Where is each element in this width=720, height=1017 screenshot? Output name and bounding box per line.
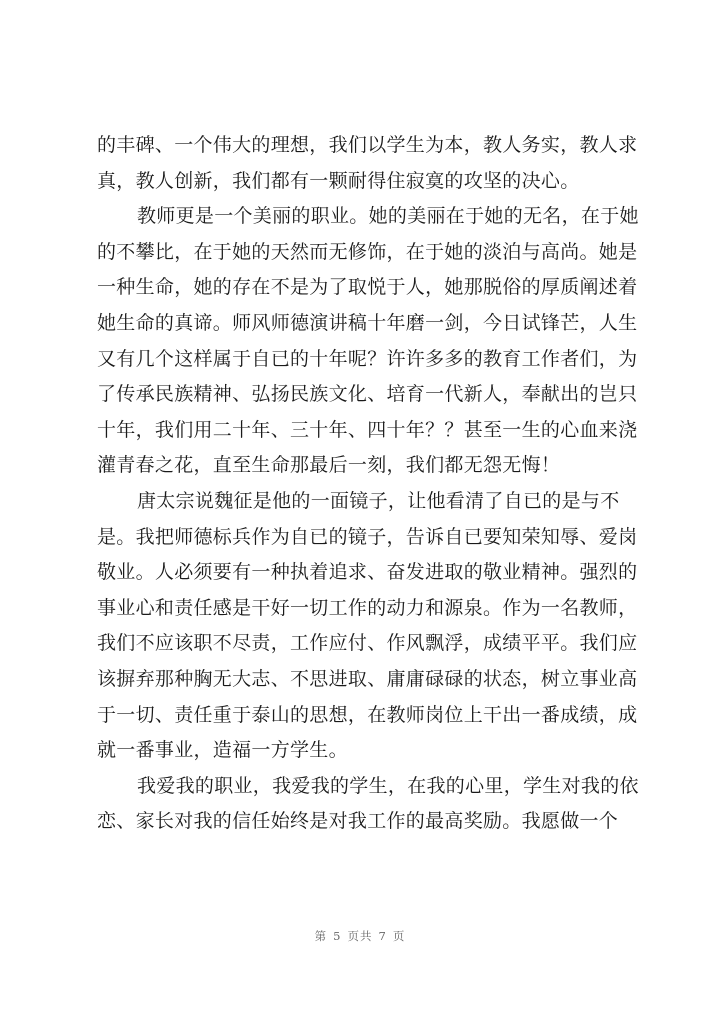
text-line: 十年，我们用二十年、三十年、四十年？？甚至一生的心血来浇 (97, 418, 638, 441)
text-line: 我们不应该职不尽责，工作应付、作风飘浮，成绩平平。我们应 (97, 632, 638, 655)
text-line: 是。我把师德标兵作为自已的镜子，告诉自已要知荣知辱、爱岗 (97, 525, 638, 548)
body-text (97, 128, 637, 840)
text-line: 灌青春之花，直至生命那最后一刻，我们都无怨无悔！ (97, 454, 561, 477)
text-line: 一种生命，她的存在不是为了取悦于人，她那脱俗的厚质阐述着 (97, 276, 638, 299)
text-line: 的丰碑、一个伟大的理想，我们以学生为本，教人务实，教人求 (97, 134, 638, 156)
text-line: 就一番事业，造福一方学生。 (97, 739, 348, 762)
footer-page-number: 5 (333, 929, 342, 943)
paragraph-start-line: 唐太宗说魏征是他的一面镜子，让他看清了自已的是与不 (137, 489, 620, 512)
footer-suffix: 页 (392, 929, 406, 943)
footer-total-pages: 7 (378, 929, 387, 943)
page-footer (0, 928, 720, 944)
text-line: 该摒弃那种胸无大志、不思进取、庸庸碌碌的状态，树立事业高 (97, 667, 638, 690)
text-line: 她生命的真谛。师风师德演讲稿十年磨一剑，今日试锋芒，人生 (97, 311, 638, 334)
footer-middle: 页共 (347, 929, 373, 943)
paragraph-start-line: 我爱我的职业，我爱我的学生，在我的心里，学生对我的依 (137, 774, 639, 797)
footer-prefix: 第 (314, 929, 328, 943)
text-line: 事业心和责任感是干好一切工作的动力和源泉。作为一名教师， (97, 596, 638, 619)
text-line: 于一切、责任重于泰山的思想，在教师岗位上干出一番成绩，成 (97, 703, 638, 726)
text-line: 敬业。人必须要有一种执着追求、奋发进取的敬业精神。强烈的 (97, 561, 638, 584)
text-line: 恋、家长对我的信任始终是对我工作的最高奖励。我愿做一个 (97, 810, 619, 833)
text-line: 了传承民族精神、弘扬民族文化、培育一代新人，奉献出的岂只 (97, 383, 638, 406)
text-line: 真，教人创新，我们都有一颗耐得住寂寞的攻坚的决心。 (97, 169, 580, 192)
text-line: 又有几个这样属于自已的十年呢？许许多多的教育工作者们，为 (97, 347, 638, 370)
text-line: 的不攀比，在于她的天然而无修饰，在于她的淡泊与高尚。她是 (97, 240, 638, 263)
paragraph-start-line: 教师更是一个美丽的职业。她的美丽在于她的无名，在于她 (137, 205, 639, 228)
